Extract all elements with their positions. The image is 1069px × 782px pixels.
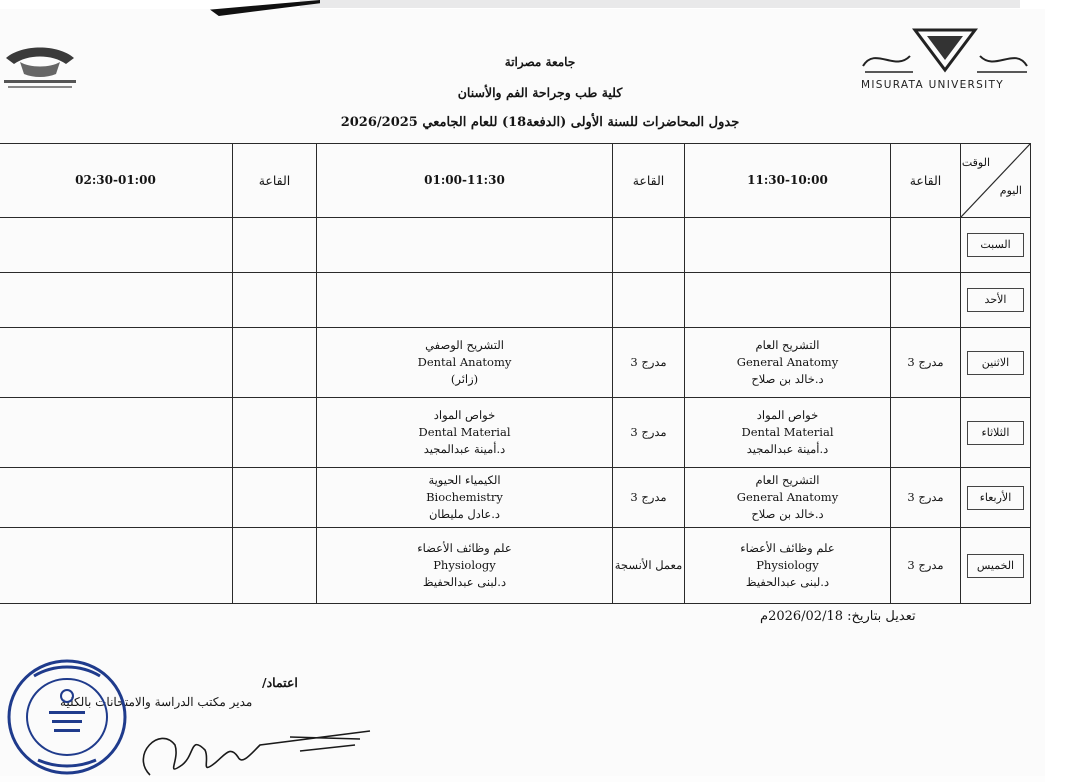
day-label: الخميس — [967, 554, 1024, 578]
corner-time-label: الوقت — [961, 156, 990, 169]
university-name: جامعة مصراتة — [504, 55, 576, 69]
room-cell-1: مدرج 3 — [891, 528, 961, 604]
table-row — [0, 398, 1031, 468]
lecture-cell-2 — [317, 273, 613, 328]
room-cell-1 — [891, 218, 961, 273]
lecture-cell-2 — [317, 398, 613, 468]
room-cell-2 — [613, 273, 685, 328]
room-cell-3 — [233, 398, 317, 468]
room-cell-3 — [233, 273, 317, 328]
approval-label: اعتماد/ — [262, 675, 298, 690]
slot-header-3: 02:30-01:00 — [0, 144, 233, 218]
lecture-cell-3 — [0, 528, 233, 604]
room-cell-2: مدرج 3 — [613, 468, 685, 528]
table-row — [0, 328, 1031, 398]
table-row — [0, 273, 1031, 328]
lecture-cell-2 — [317, 528, 613, 604]
room-header-2: القاعة — [613, 144, 685, 218]
room-cell-1 — [891, 398, 961, 468]
lecturer-name: د.أمينة عبدالمجيد — [423, 442, 506, 456]
faculty-name: كلية طب وجراحة الفم والأسنان — [457, 85, 623, 100]
course-name-en: Biochemistry — [426, 490, 503, 504]
university-logo — [855, 26, 1035, 102]
room-cell-1: مدرج 3 — [891, 468, 961, 528]
day-label: الثلاثاء — [967, 421, 1024, 445]
room-cell-2: مدرج 3 — [613, 328, 685, 398]
top-gray-bar — [300, 0, 1020, 8]
slot-header-2: 01:00-11:30 — [317, 144, 613, 218]
top-black-shape — [210, 0, 320, 16]
day-label: الأحد — [967, 288, 1024, 312]
lecturer-name: د.خالد بن صلاح — [751, 372, 824, 386]
lecture-cell-1 — [685, 218, 891, 273]
course-name-ar: التشريح العام — [755, 338, 820, 352]
schedule-table — [0, 143, 1031, 604]
day-cell — [961, 218, 1031, 273]
lecture-cell-1 — [685, 468, 891, 528]
course-name-en: Dental Material — [418, 425, 511, 439]
course-name-en: Physiology — [433, 558, 496, 572]
room-cell-2 — [613, 218, 685, 273]
day-label: الاثنين — [967, 351, 1024, 375]
university-logo-english: MISURATA UNIVERSITY — [861, 79, 1004, 91]
room-cell-2: معمل الأنسجة — [613, 528, 685, 604]
corner-cell — [961, 144, 1031, 218]
lecturer-name: د.عادل مليطان — [428, 507, 501, 521]
course-name-en: Dental Material — [741, 425, 834, 439]
room-cell-1: مدرج 3 — [891, 328, 961, 398]
room-cell-3 — [233, 328, 317, 398]
room-cell-3 — [233, 468, 317, 528]
day-cell — [961, 468, 1031, 528]
corner-day-label: اليوم — [999, 184, 1022, 197]
course-name-en: General Anatomy — [736, 355, 839, 369]
room-header-1: القاعة — [891, 144, 961, 218]
day-label: الأربعاء — [967, 486, 1024, 510]
room-header-3: القاعة — [233, 144, 317, 218]
day-cell — [961, 273, 1031, 328]
lecture-cell-2 — [317, 468, 613, 528]
lecture-cell-2 — [317, 328, 613, 398]
lecturer-name: د.خالد بن صلاح — [751, 507, 824, 521]
course-name-en: Physiology — [756, 558, 819, 572]
lecture-cell-3 — [0, 218, 233, 273]
lecturer-name: د.أمينة عبدالمجيد — [746, 442, 829, 456]
course-name-ar: علم وظائف الأعضاء — [740, 541, 835, 555]
university-emblem-icon — [855, 26, 1035, 82]
day-cell — [961, 398, 1031, 468]
lecturer-name: (زائر) — [450, 372, 479, 386]
schedule-title: جدول المحاضرات للسنة الأولى (الدفعة18) للعام الجامعي 2026/2025 — [340, 115, 740, 130]
table-row — [0, 468, 1031, 528]
day-cell — [961, 328, 1031, 398]
lecture-cell-3 — [0, 398, 233, 468]
room-cell-1 — [891, 273, 961, 328]
right-margin — [1045, 0, 1069, 782]
lecture-cell-3 — [0, 468, 233, 528]
lecturer-name: د.لبنى عبدالحفيظ — [745, 575, 830, 589]
director-title: مدير مكتب الدراسة والامتحانات بالكلية — [60, 695, 253, 709]
day-label: السبت — [967, 233, 1024, 257]
lecturer-name: د.لبنى عبدالحفيظ — [422, 575, 507, 589]
table-row — [0, 528, 1031, 604]
lecture-cell-3 — [0, 273, 233, 328]
course-name-ar: علم وظائف الأعضاء — [417, 541, 512, 555]
slot-header-1: 11:30-10:00 — [685, 144, 891, 218]
signature — [120, 715, 380, 782]
course-name-ar: خواص المواد — [433, 408, 496, 422]
lecture-cell-1 — [685, 328, 891, 398]
lecture-cell-1 — [685, 528, 891, 604]
room-cell-3 — [233, 218, 317, 273]
lecture-cell-3 — [0, 328, 233, 398]
course-name-ar: الكيمياء الحيوية — [428, 473, 501, 487]
top-strip — [0, 0, 1069, 9]
course-name-en: General Anatomy — [736, 490, 839, 504]
lecture-cell-1 — [685, 398, 891, 468]
course-name-ar: التشريح العام — [755, 473, 820, 487]
lecture-cell-2 — [317, 218, 613, 273]
faculty-logo — [0, 40, 80, 92]
room-cell-2: مدرج 3 — [613, 398, 685, 468]
official-stamp — [4, 656, 130, 778]
modified-date: تعديل بتاريخ: 2026/02/18م — [760, 609, 916, 624]
bottom-fade — [0, 776, 1069, 782]
table-header-row — [0, 144, 1031, 218]
room-cell-3 — [233, 528, 317, 604]
course-name-ar: خواص المواد — [756, 408, 819, 422]
table-row — [0, 218, 1031, 273]
course-name-en: Dental Anatomy — [417, 355, 512, 369]
day-cell — [961, 528, 1031, 604]
course-name-ar: التشريح الوصفي — [425, 338, 504, 352]
lecture-cell-1 — [685, 273, 891, 328]
